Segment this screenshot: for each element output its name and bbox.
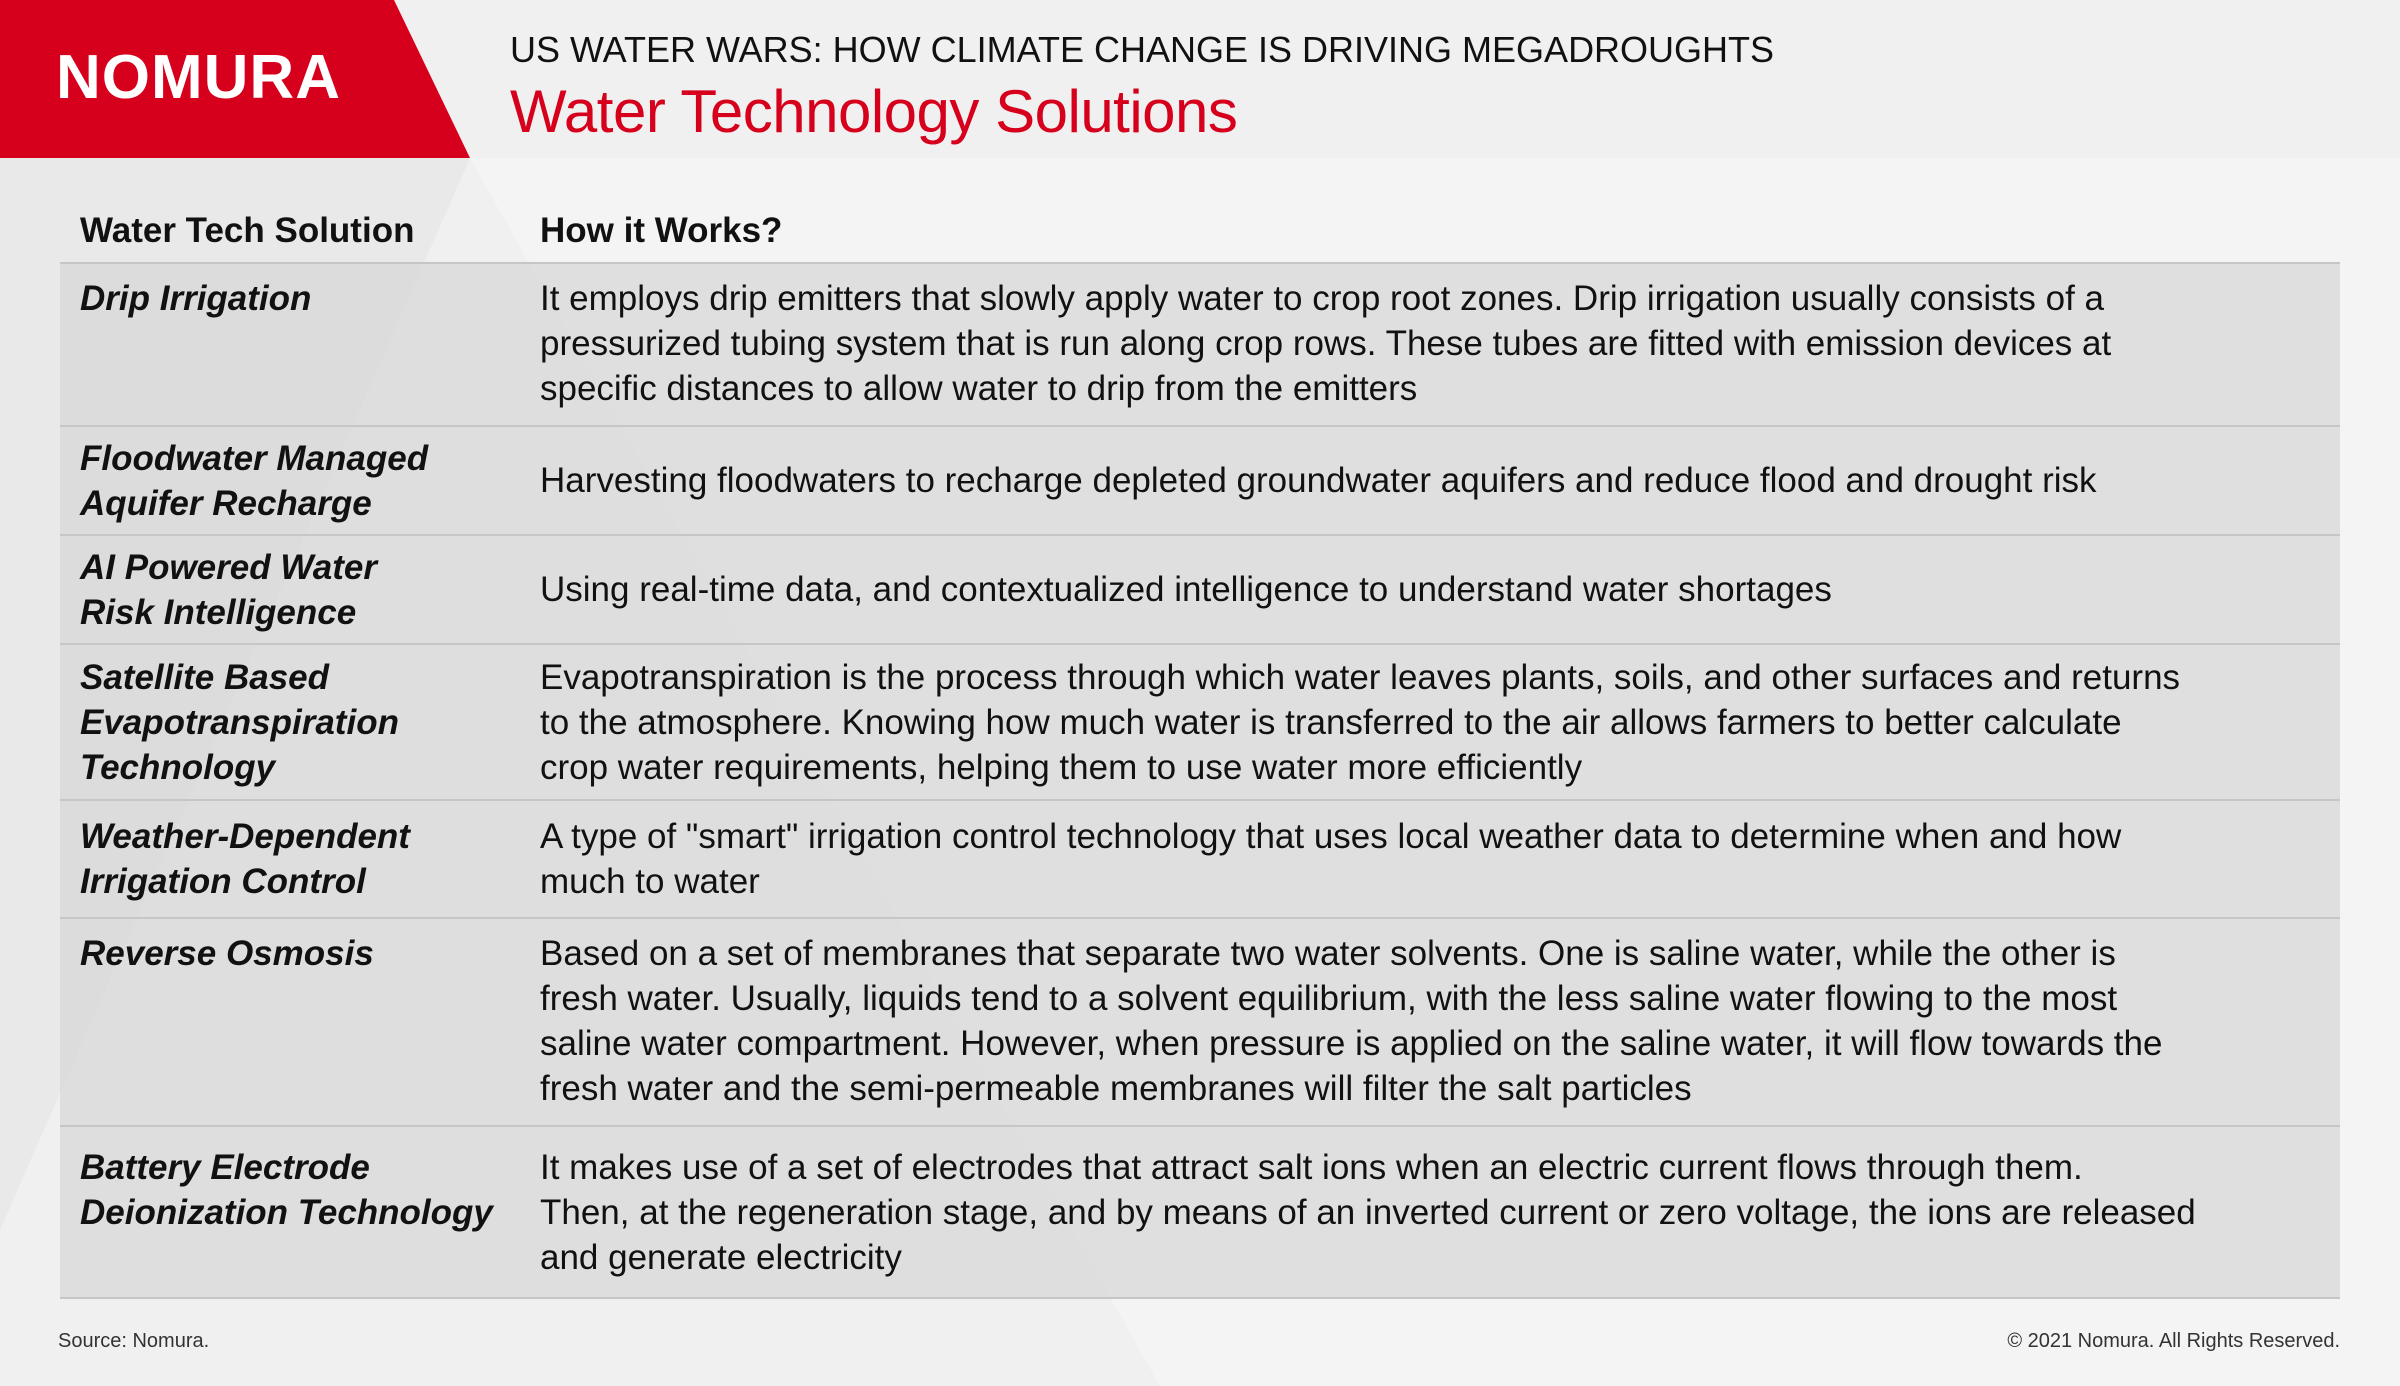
description-line: and generate electricity	[540, 1238, 902, 1277]
solution-description	[510, 814, 2340, 904]
table-row	[60, 1127, 2340, 1299]
logo-wordmark: NOMURA	[56, 43, 341, 112]
description-line: A type of "smart" irrigation control technology that uses local weather data to determine when and how	[540, 817, 2122, 856]
table-row	[60, 919, 2340, 1127]
solutions-table	[60, 200, 2340, 1299]
description-line: to the atmosphere. Knowing how much water is transferred to the air allows farmers to better calculate	[540, 702, 2122, 742]
table-row	[60, 645, 2340, 801]
description-line: It employs drip emitters that slowly apply water to crop root zones. Drip irrigation usually consists of a	[540, 279, 2104, 318]
solution-name-line: Reverse Osmosis	[80, 934, 374, 973]
column-header-how-it-works: How it Works?	[540, 211, 783, 250]
description-line: much to water	[540, 862, 760, 901]
solution-description	[510, 276, 2340, 411]
description-line: Harvesting floodwaters to recharge depleted groundwater aquifers and reduce flood and drought risk	[540, 461, 2097, 500]
description-line: Evapotranspiration is the process through which water leaves plants, soils, and other surfaces and returns	[540, 657, 2181, 697]
solution-name	[60, 931, 510, 976]
solution-description	[510, 931, 2340, 1111]
solution-name-line: Irrigation Control	[80, 862, 366, 901]
solution-name-line: Battery Electrode	[80, 1148, 370, 1187]
description-line: saline water compartment. However, when pressure is applied on the saline water, it will flow towards the	[540, 1024, 2163, 1063]
source-note: Source: Nomura.	[58, 1330, 210, 1352]
table-row	[60, 801, 2340, 919]
description-line: Using real-time data, and contextualized intelligence to understand water shortages	[540, 570, 1832, 609]
nomura-logo	[0, 0, 470, 158]
solution-name-line: Risk Intelligence	[80, 592, 357, 632]
solution-name	[60, 814, 510, 904]
table-row	[60, 536, 2340, 645]
solution-name-line: Aquifer Recharge	[80, 483, 372, 523]
description-line: It makes use of a set of electrodes that attract salt ions when an electric current flows through them.	[540, 1148, 2083, 1187]
column-header-solution: Water Tech Solution	[80, 211, 415, 250]
solution-name-line: Deionization Technology	[80, 1193, 493, 1232]
solution-name	[60, 545, 510, 635]
table-header	[60, 200, 2340, 264]
table-row	[60, 264, 2340, 427]
solution-description	[510, 1145, 2340, 1280]
solution-name-line: Technology	[80, 747, 276, 787]
solution-name	[60, 276, 510, 321]
table-row	[60, 427, 2340, 536]
solution-name-line: Evapotranspiration	[80, 702, 399, 742]
solution-description	[510, 567, 2340, 612]
copyright-note: © 2021 Nomura. All Rights Reserved.	[2007, 1330, 2340, 1352]
solution-name-line: Floodwater Managed	[80, 438, 429, 478]
solution-description	[510, 655, 2340, 790]
description-line: pressurized tubing system that is run along crop rows. These tubes are fitted with emission devices at	[540, 324, 2112, 363]
solution-name	[60, 655, 510, 790]
solution-name-line: Satellite Based	[80, 657, 329, 697]
report-supertitle: US WATER WARS: HOW CLIMATE CHANGE IS DRIVING MEGADROUGHTS	[510, 29, 1775, 70]
solution-name-line: Weather-Dependent	[80, 817, 410, 856]
description-line: Based on a set of membranes that separate two water solvents. One is saline water, while the other is	[540, 934, 2116, 973]
solution-description	[510, 458, 2340, 503]
description-line: Then, at the regeneration stage, and by means of an inverted current or zero voltage, the ions are released	[540, 1193, 2196, 1232]
page-header	[510, 26, 1774, 148]
description-line: specific distances to allow water to drip from the emitters	[540, 369, 1418, 408]
description-line: fresh water and the semi-permeable membranes will filter the salt particles	[540, 1069, 1692, 1108]
solution-name-line: AI Powered Water	[80, 547, 377, 587]
page-title: Water Technology Solutions	[510, 78, 1238, 145]
solution-name-line: Drip Irrigation	[80, 279, 312, 318]
solution-name	[60, 436, 510, 526]
description-line: fresh water. Usually, liquids tend to a solvent equilibrium, with the less saline water flowing to the most	[540, 979, 2118, 1018]
description-line: crop water requirements, helping them to use water more efficiently	[540, 747, 1583, 787]
solution-name	[60, 1145, 510, 1235]
